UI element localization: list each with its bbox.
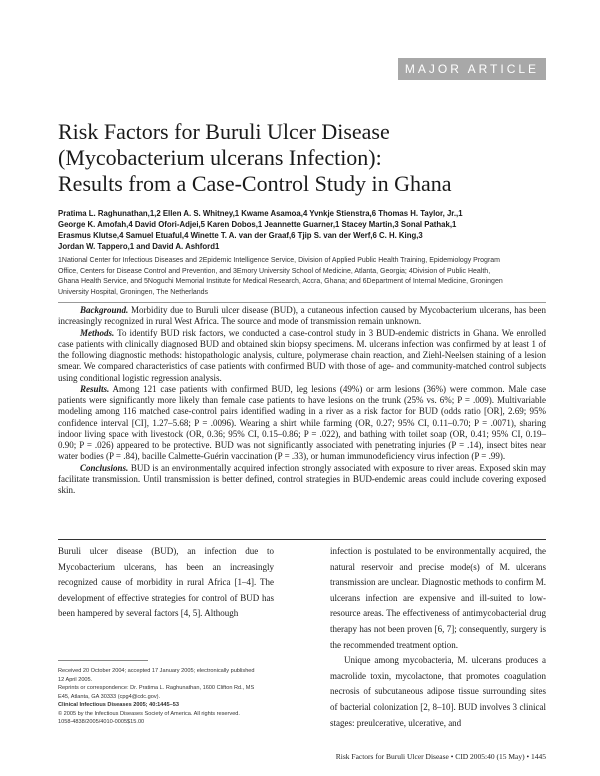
footnote-line: E45, Atlanta, GA 30333 (cpg4@cdc.gov).	[58, 693, 161, 700]
affiliations	[58, 256, 558, 298]
page-footer: Risk Factors for Buruli Ulcer Disease • CID 2005:40 (15 May) • 1445	[335, 752, 546, 761]
affiliation-line: 1National Center for Infectious Diseases and 2Epidemic Intelligence Service, Division of Applied Public Health Training, Epidemiology Program	[58, 257, 501, 264]
author-line: Erasmus Klutse,4 Samuel Etuaful,4 Winette T. A. van der Graaf,6 Tjip S. van der Werf,6 C. H. King,3	[58, 231, 423, 240]
abstract-heading: Background.	[80, 305, 129, 315]
abstract-results	[58, 384, 546, 463]
author-line: George K. Amofah,4 David Ofori-Adjei,5 Karen Dobos,1 Jeannette Guarner,1 Stacey Martin,3 Sonal Pathak,1	[58, 220, 457, 229]
affiliation-line: Office, Centers for Disease Control and Prevention, and 3Emory University School of Medicine, Atlanta, Georgia; 4Division of Public Health,	[58, 267, 491, 275]
affiliation-line: Ghana Health Service, and 5Noguchi Memorial Institute for Medical Research, Accra, Ghana; and 6Department of Internal Medicine, Groningen	[58, 278, 503, 285]
footnote-line: Clinical Infectious Diseases 2005; 40:1445–53	[58, 702, 179, 708]
author-line: Pratima L. Raghunathan,1,2 Ellen A. S. Whitney,1 Kwame Asamoa,4 Yvnkje Stienstra,6 Thomas H. Taylor, Jr.,1	[58, 209, 463, 218]
article-title	[58, 119, 558, 197]
title-line: Results from a Case-Control Study in Ghana	[58, 171, 452, 196]
abstract-bottom-rule	[58, 539, 546, 540]
body-paragraph: Buruli ulcer disease (BUD), an infection due to Mycobacterium ulcerans, has been an increasingly recognized cause of morbidity in rural Africa [1–4]. The development of effective strategies for control of BUD has been hampered by several factors [4, 5]. Although	[58, 546, 274, 619]
footnote-line: © 2005 by the Infectious Diseases Society of America. All rights reserved.	[58, 710, 240, 717]
abstract	[58, 305, 546, 496]
footnote-line: 12 April 2005.	[58, 676, 93, 683]
body-paragraph: Unique among mycobacteria, M. ulcerans produces a macrolide toxin, mycolactone, that promotes coagulation necrosis of subcutaneous adipose tissue surrounding sites of bacterial colonization [2, 8–10]. BUD involves 3 clinical stages: preulcerative, ulcerative, and	[330, 655, 546, 728]
body-column-right	[330, 544, 546, 731]
abstract-background	[58, 305, 546, 328]
title-line: (Mycobacterium ulcerans Infection):	[58, 145, 382, 170]
abstract-text: BUD is an environmentally acquired infection strongly associated with exposure to river areas. Exposed skin may facilitate transmission. Until transmission is better defined, control strategies in BUD-endemic areas could include covering exposed skin.	[58, 462, 546, 495]
abstract-text: Among 121 case patients with confirmed BUD, leg lesions (49%) or arm lesions (36%) were common. Male case patients were significantly more likely than female case patients to have lesions on the trunk (25% vs. 6%; P = .009). Multivariable modeling among 116 matched case-control pairs identified wading in a river as a risk factor for BUD (odds ratio [OR], 2.69; 95% confidence interval [CI], 1.27–5.68; P = .0096). Wearing a shirt while farming (OR, 0.27; 95% CI, 0.11–0.70; P = .0071), sharing indoor living space with livestock (OR, 0.36; 95% CI, 0.15–0.86; P = .022), and bathing with toilet soap (OR, 0.41; 95% CI, 0.19–0.90; P = .026) appeared to be protective. BUD was not significantly associated with penetrating injuries (P = .14), insect bites near water bodies (P = .84), bacille Calmette-Guérin vaccination (P = .33), or human immunodeficiency virus infection (P = .99).	[58, 383, 546, 462]
title-line: Risk Factors for Buruli Ulcer Disease	[58, 119, 390, 144]
footnote-line: Reprints or correspondence: Dr. Pratima L. Raghunathan, 1600 Clifton Rd., MS	[58, 685, 255, 691]
footnote-line: Received 20 October 2004; accepted 17 January 2005; electronically published	[58, 668, 255, 674]
abstract-conclusions	[58, 463, 546, 497]
author-line: Jordan W. Tappero,1 and David A. Ashford1	[58, 242, 220, 251]
footnotes	[58, 667, 274, 727]
body-column-left	[58, 544, 274, 622]
abstract-heading: Results.	[80, 383, 110, 394]
abstract-top-rule	[58, 302, 546, 303]
abstract-text: Morbidity due to Buruli ulcer disease (BUD), a cutaneous infection caused by Mycobacterium ulcerans, has been increasingly recognized in rural West Africa. The source and mode of transmission remain unknown.	[58, 305, 547, 327]
author-list	[58, 208, 558, 252]
section-banner: MAJOR ARTICLE	[398, 58, 546, 80]
abstract-text: To identify BUD risk factors, we conducted a case-control study in 3 BUD-endemic districts in Ghana. We enrolled case patients with clinically diagnosed BUD and obtained skin biopsy specimens. M. ulcerans infection was confirmed by at least 1 of the following diagnostic methods: histopathologic analysis, culture, polymerase chain reaction, and Ziehl-Neelsen staining of a lesion smear. We compared characteristics of case patients with confirmed BUD with those of age- and community-matched control subjects using conditional logistic regression analysis.	[58, 327, 546, 383]
footnote-line: 1058-4838/2005/4010-0005$15.00	[58, 719, 145, 725]
abstract-heading: Conclusions.	[80, 462, 129, 473]
affiliation-line: University Hospital, Groningen, The Netherlands	[58, 288, 209, 296]
footnote-rule	[58, 660, 148, 661]
abstract-heading: Methods.	[80, 327, 115, 338]
abstract-methods	[58, 328, 546, 384]
body-paragraph: infection is postulated to be environmentally acquired, the natural reservoir and precise mode(s) of M. ulcerans transmission are unclear. Diagnostic methods to confirm M. ulcerans infection are expensive and ill-suited to low-resource areas. The effectiveness of antimycobacterial drug therapy has not been proven [6, 7]; consequently, surgery is the recommended treatment option.	[330, 546, 546, 650]
